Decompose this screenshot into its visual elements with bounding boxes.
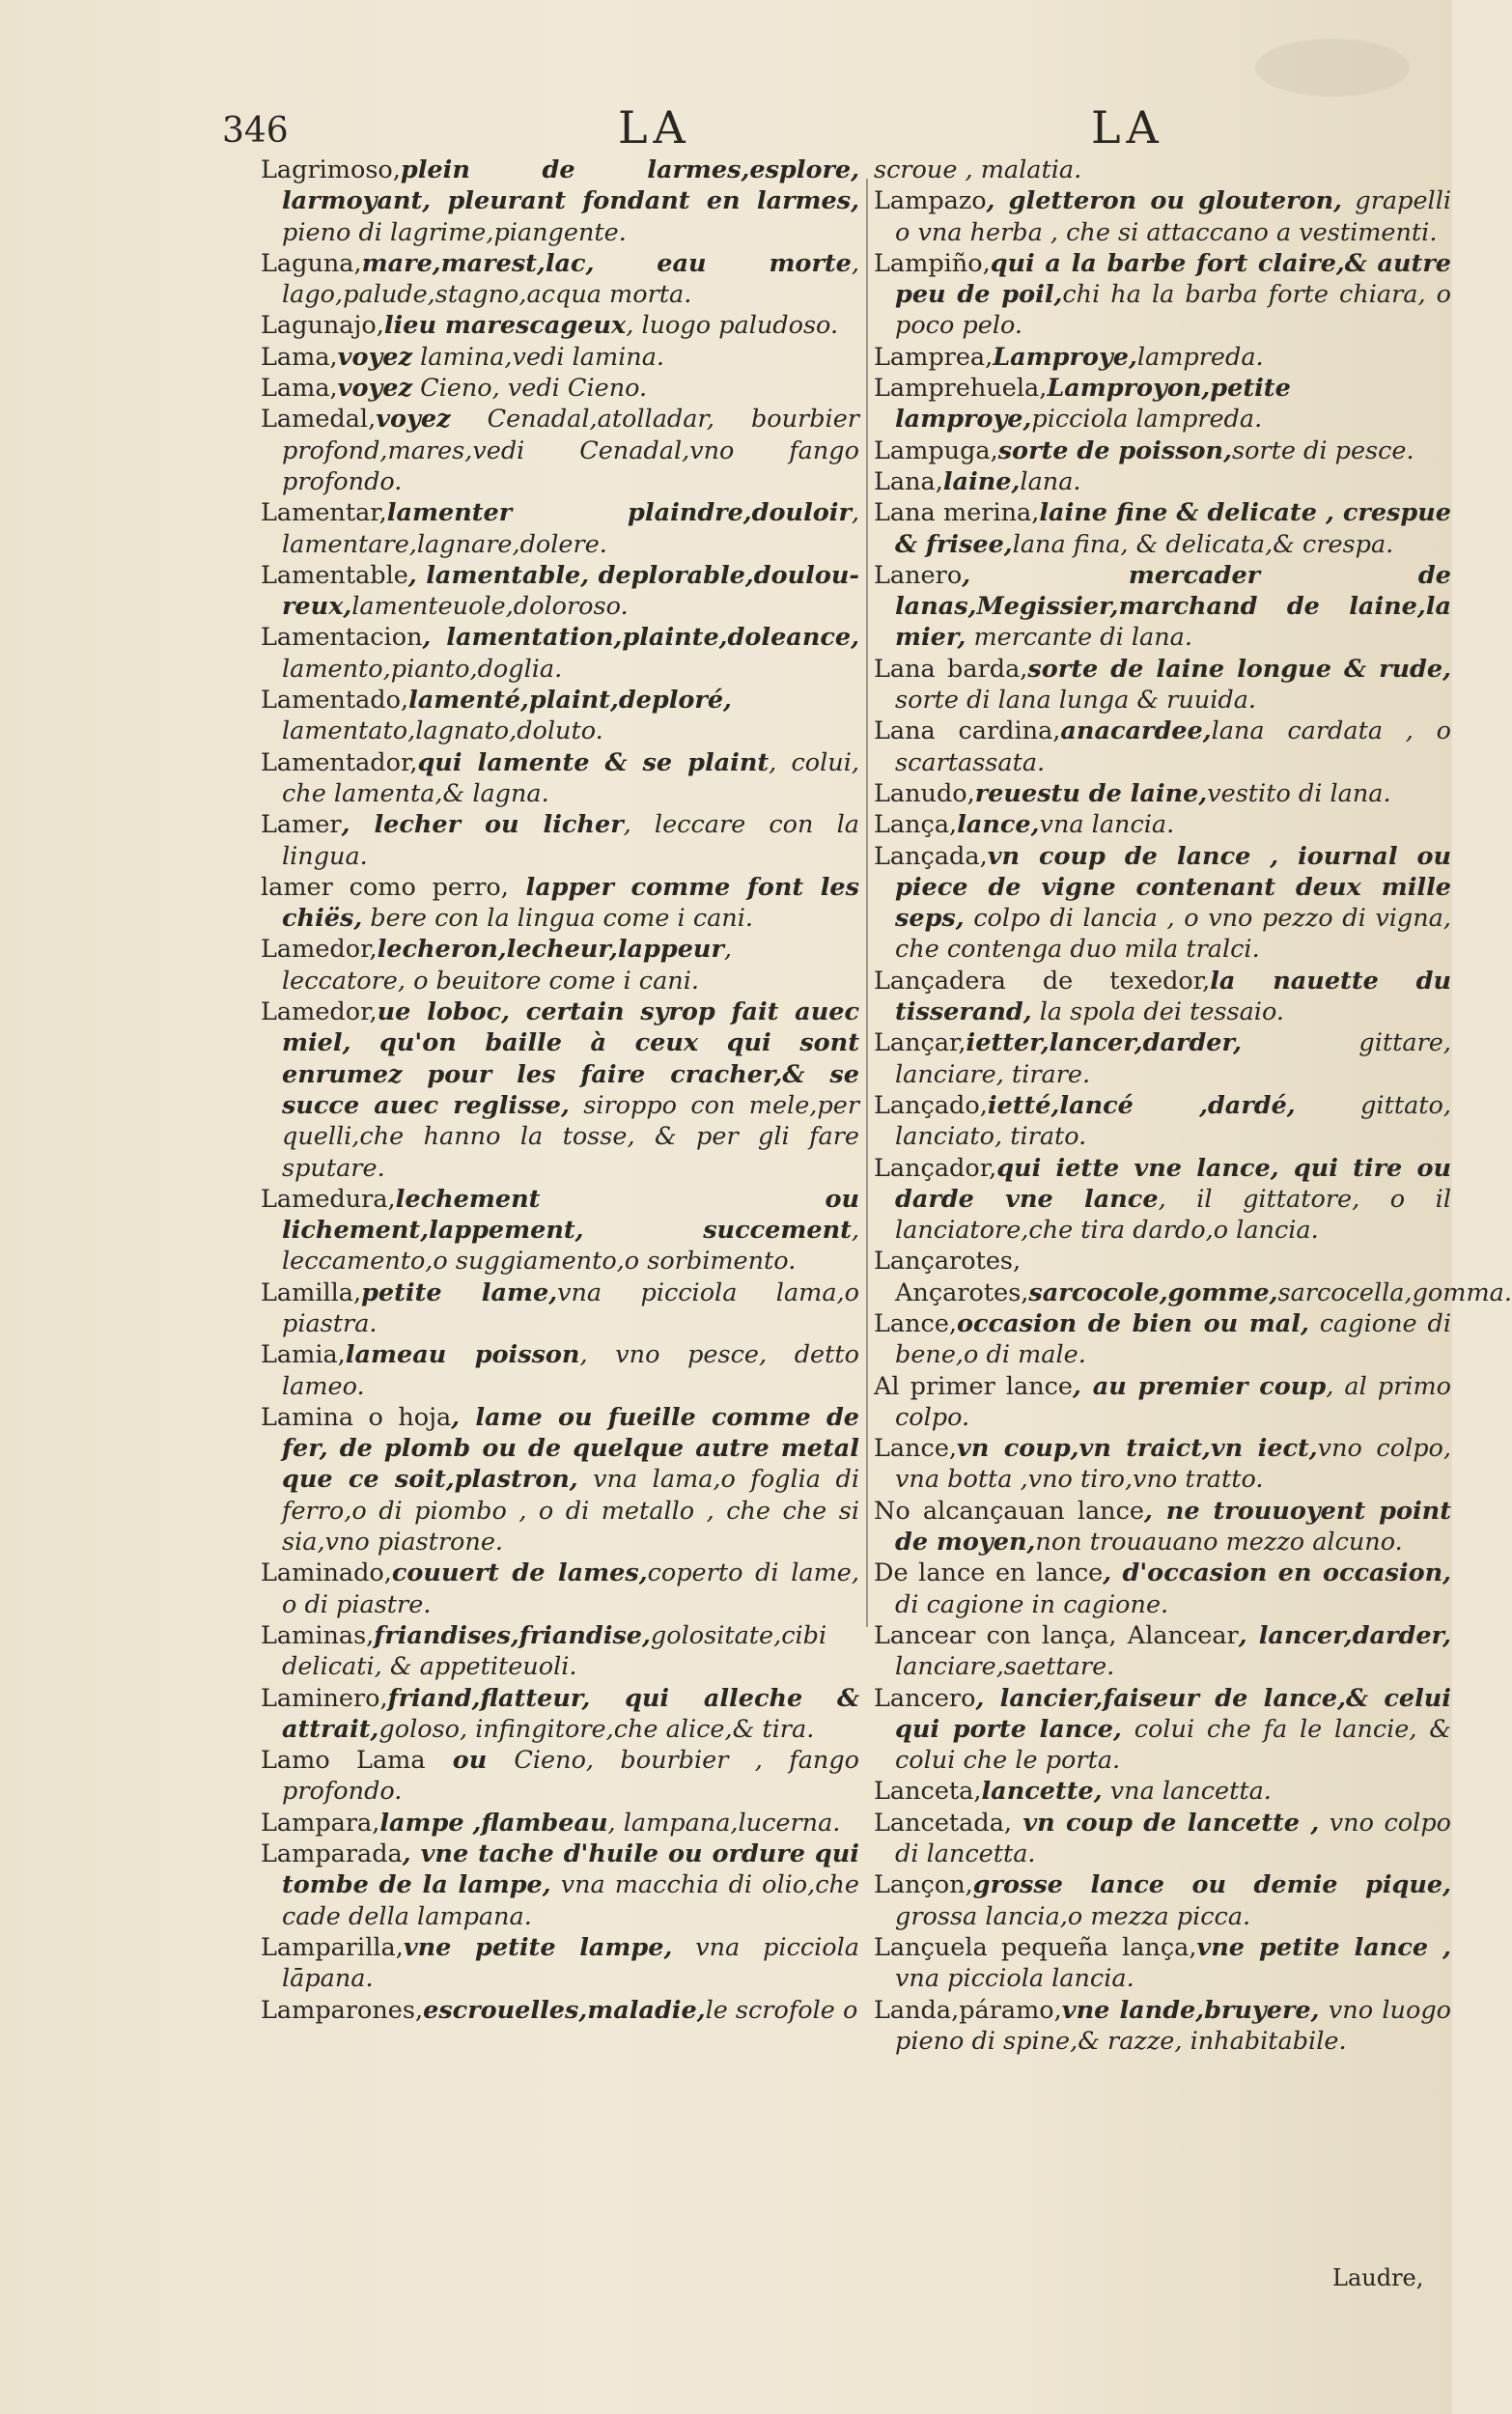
entry-headword: Laminas, bbox=[261, 1620, 375, 1650]
entry-french: escrouelles,maladie, bbox=[423, 1995, 706, 2025]
right-column bbox=[874, 154, 1512, 2057]
entry-italian: colpo di lancia , o vno pezzo di vigna, che contenga duo mila tralci. bbox=[895, 904, 1451, 965]
dictionary-entry bbox=[874, 185, 1451, 248]
entry-headword: Lançador, bbox=[874, 1153, 997, 1183]
entry-french: voyez bbox=[376, 405, 451, 435]
dictionary-entry bbox=[874, 1027, 1451, 1090]
entry-italian: goloso, infingitore,che alice,& tira. bbox=[378, 1714, 815, 1744]
entry-italian: chi ha la barba forte chiara, o poco pelo. bbox=[895, 280, 1452, 341]
entry-italian: , luogo paludoso. bbox=[626, 311, 839, 341]
entry-french: , d'occasion en occasion, bbox=[1103, 1558, 1451, 1588]
dictionary-entry bbox=[261, 1339, 859, 1402]
dictionary-entry bbox=[874, 342, 1451, 373]
dictionary-entry bbox=[874, 1869, 1451, 1932]
entry-headword: Laguna, bbox=[261, 248, 362, 278]
entry-french: ietter,lancer,darder, bbox=[966, 1028, 1242, 1058]
dictionary-entry bbox=[261, 1745, 859, 1808]
entry-headword: Lagunajo, bbox=[261, 311, 384, 341]
entry-french: sorte de poisson, bbox=[997, 435, 1232, 465]
entry-french: lancette, bbox=[981, 1777, 1103, 1807]
entry-french: vne petite lance , bbox=[1196, 1932, 1451, 1962]
entry-french: plein de larmes,esplore, larmoyant, pleurant fondant en larmes, bbox=[282, 155, 859, 216]
entry-headword: Lançar, bbox=[874, 1028, 966, 1058]
entry-french: sorte de laine longue & rude, bbox=[1027, 654, 1451, 684]
dictionary-entry bbox=[874, 778, 1451, 809]
dictionary-entry bbox=[874, 1558, 1451, 1620]
entry-italian: bere con la lingua come i cani. bbox=[362, 904, 753, 934]
entry-italian: vna lancia. bbox=[1039, 810, 1175, 840]
entry-headword: Lance, bbox=[874, 1434, 958, 1464]
entry-headword: Lamina o hoja bbox=[261, 1402, 452, 1432]
entry-italian: lana. bbox=[1020, 466, 1081, 496]
entry-italian: lana fina, & delicata,& crespa. bbox=[1012, 529, 1394, 559]
entry-french: lameau poisson bbox=[345, 1340, 580, 1370]
entry-french: , lancier,faiseur de lance,& celui qui porte lance, bbox=[895, 1683, 1451, 1744]
dictionary-entry bbox=[261, 248, 859, 311]
entry-headword: Al primer lance bbox=[874, 1371, 1073, 1401]
entry-headword: Lançado, bbox=[874, 1090, 988, 1120]
entry-french: vn coup de lance , iournal ou piece de vigne contenant deux mille seps, bbox=[895, 841, 1451, 934]
entry-french: friandises,friandise, bbox=[374, 1620, 651, 1650]
entry-italian: , leccatore, o beuitore come i cani. bbox=[282, 935, 733, 996]
entry-french: , lamentable, deplorable,doulou-reux, bbox=[282, 560, 859, 622]
dictionary-entry bbox=[874, 1153, 1451, 1247]
paper-stain bbox=[1255, 39, 1410, 97]
entry-french: lamenté,plaint,deploré, bbox=[408, 686, 732, 716]
entry-headword: Lança, bbox=[874, 810, 958, 840]
entry-italian: , colui, che lamenta,& lagna. bbox=[282, 747, 859, 808]
entry-italian: sorte di lana lunga & ruuida. bbox=[895, 686, 1257, 716]
dictionary-entry bbox=[261, 404, 859, 497]
entry-italian: , leccamento,o suggiamento,o sorbimento. bbox=[282, 1216, 859, 1277]
entry-italian: la spola dei tessaio. bbox=[1031, 997, 1284, 1027]
entry-french: qui a la barbe fort claire,& autre peu de poil, bbox=[895, 248, 1451, 310]
entry-french: , lecher ou licher bbox=[341, 810, 624, 840]
dictionary-entry bbox=[261, 934, 859, 996]
running-head-left: LA bbox=[618, 101, 691, 154]
entry-italian: , il gittatore, o il lanciatore,che tira dardo,o lancia. bbox=[895, 1184, 1451, 1246]
page-header bbox=[0, 101, 1452, 159]
entry-headword: Lancetada, bbox=[874, 1808, 1013, 1838]
entry-italian: lanciare,saettare. bbox=[895, 1652, 1115, 1682]
entry-french: mare,marest,lac, eau morte bbox=[361, 248, 852, 278]
dictionary-entry bbox=[261, 1402, 859, 1558]
entry-headword: Lancero bbox=[874, 1683, 976, 1713]
entry-headword: Landa,páramo, bbox=[874, 1995, 1062, 2025]
entry-italian: cagione di bene,o di male. bbox=[895, 1308, 1451, 1370]
entry-italian: non trouauano mezzo alcuno. bbox=[1035, 1528, 1403, 1558]
entry-french: lamenter plaindre,douloir bbox=[386, 498, 852, 528]
dictionary-entry bbox=[261, 1620, 859, 1683]
dictionary-entry bbox=[874, 1808, 1451, 1870]
entry-french: vn coup de lancette , bbox=[1012, 1808, 1320, 1838]
dictionary-entry bbox=[261, 747, 859, 810]
entry-headword: Lancear con lança, Alancear bbox=[874, 1620, 1239, 1650]
entry-french: friand,flatteur, qui alleche & attrait, bbox=[282, 1683, 859, 1744]
entry-french: lecheron,lecheur,lappeur bbox=[377, 935, 724, 965]
entry-french: , lame ou fueille comme de fer, de plomb ou de quelque autre metal que ce soit,plastron, bbox=[282, 1402, 860, 1495]
entry-french: petite lame, bbox=[361, 1277, 558, 1307]
entry-headword: Lance, bbox=[874, 1308, 958, 1338]
dictionary-entry bbox=[261, 1932, 859, 1995]
dictionary-entry bbox=[261, 1558, 859, 1620]
entry-headword: Lampiño, bbox=[874, 248, 991, 278]
entry-headword: Lamo Lama bbox=[261, 1746, 426, 1776]
entry-italian: vestito di lana. bbox=[1207, 778, 1391, 808]
entry-italian: gittare, lanciare, tirare. bbox=[895, 1028, 1451, 1089]
dictionary-entry bbox=[874, 716, 1451, 778]
dictionary-entry bbox=[261, 1808, 859, 1839]
dictionary-entry bbox=[874, 1995, 1451, 2058]
entry-italian: sarcocella,gomma. bbox=[1277, 1277, 1512, 1307]
entry-french: , lamentation,plainte,doleance, bbox=[422, 623, 859, 653]
entry-french: la nauette du tisserand, bbox=[895, 966, 1451, 1027]
entry-headword: Lançon, bbox=[874, 1870, 973, 1900]
entry-italian: Cenadal,atolladar, bourbier profond,mares,vedi Cenadal,vno fango profondo. bbox=[282, 405, 859, 496]
entry-headword: Lama, bbox=[261, 374, 338, 404]
entry-french: lance, bbox=[957, 810, 1040, 840]
entry-italian: Cieno, vedi Cieno. bbox=[412, 374, 648, 404]
entry-french: ietté,lancé ,dardé, bbox=[987, 1090, 1296, 1120]
entry-italian: , lampana,lucerna. bbox=[607, 1808, 841, 1838]
dictionary-entry bbox=[261, 1277, 859, 1340]
dictionary-entry bbox=[261, 1839, 859, 1932]
entry-french: vne lande,bruyere, bbox=[1061, 1995, 1320, 2025]
entry-italian: lana cardata , o scartassata. bbox=[895, 716, 1451, 777]
entry-french: vne petite lampe, bbox=[403, 1932, 673, 1962]
entry-italian: vna picciola lancia. bbox=[895, 1964, 1134, 1994]
entry-headword: Lamedor, bbox=[261, 997, 378, 1027]
entry-french: laine, bbox=[942, 466, 1021, 496]
entry-headword: De lance en lance bbox=[874, 1558, 1104, 1588]
entry-italian: picciola lampreda. bbox=[1031, 405, 1263, 435]
dictionary-entry bbox=[874, 1433, 1451, 1496]
entry-headword: Lanero bbox=[874, 560, 963, 590]
dictionary-entry bbox=[874, 560, 1451, 654]
dictionary-entry bbox=[261, 1184, 859, 1277]
entry-italian: colui che fa le lancie, & colui che le porta. bbox=[895, 1714, 1451, 1776]
entry-french: , au premier coup bbox=[1073, 1371, 1327, 1401]
entry-headword: Lamentador, bbox=[261, 747, 418, 777]
entry-french: lieu marescageux bbox=[383, 311, 627, 341]
entry-french: , lancer,darder, bbox=[1238, 1620, 1451, 1650]
entry-italian: lamenteuole,doloroso. bbox=[351, 592, 629, 622]
dictionary-entry bbox=[874, 435, 1451, 466]
dictionary-entry bbox=[874, 1371, 1451, 1434]
entry-headword: Lamedal, bbox=[261, 405, 377, 435]
entry-italian: lamina,vedi lamina. bbox=[412, 342, 665, 372]
running-head-right: LA bbox=[1091, 101, 1164, 154]
dictionary-entry bbox=[261, 560, 859, 623]
entry-french: vn coup,vn traict,vn iect, bbox=[957, 1434, 1318, 1464]
entry-headword: Lamparilla, bbox=[261, 1932, 404, 1962]
dictionary-entry bbox=[874, 154, 1451, 185]
dictionary-entry bbox=[261, 310, 859, 341]
entry-headword: No alcançauan lance bbox=[874, 1496, 1144, 1526]
entry-french: , gletteron ou glouteron, bbox=[986, 186, 1343, 216]
entry-headword: Lama, bbox=[261, 342, 338, 372]
entry-italian: , lamentare,lagnare,dolere. bbox=[282, 498, 859, 559]
entry-french: , vne tache d'huile ou ordure qui tombe de la lampe, bbox=[282, 1839, 859, 1900]
entry-headword: Lana cardina, bbox=[874, 716, 1061, 746]
entry-italian: di cagione in cagione. bbox=[895, 1589, 1169, 1619]
entry-italian: lamento,pianto,doglia. bbox=[282, 654, 563, 684]
entry-italian: coperto di lame, o di piastre. bbox=[282, 1558, 860, 1619]
dictionary-entry bbox=[874, 1620, 1451, 1683]
entry-french: occasion de bien ou mal, bbox=[957, 1308, 1309, 1338]
dictionary-entry bbox=[874, 466, 1451, 497]
entry-italian: scroue , malatia. bbox=[874, 155, 1082, 184]
entry-headword: Lamedor, bbox=[261, 935, 378, 965]
entry-french: qui lamente & se plaint bbox=[417, 747, 770, 777]
page-number: 346 bbox=[222, 111, 289, 151]
dictionary-entry bbox=[874, 1496, 1451, 1558]
entry-headword: Lamparones, bbox=[261, 1995, 424, 2025]
left-column bbox=[261, 154, 859, 2026]
entry-italian: grapelli o vna herba , che si attaccano a vestimenti. bbox=[895, 186, 1452, 247]
entry-headword: lamer como perro, bbox=[261, 872, 509, 902]
entry-headword: Lamilla, bbox=[261, 1277, 362, 1307]
dictionary-entry bbox=[874, 1246, 1512, 1308]
entry-french: anacardee, bbox=[1060, 716, 1212, 746]
entry-french: sarcocole,gomme, bbox=[1028, 1277, 1278, 1307]
entry-headword: Lamer bbox=[261, 810, 342, 840]
dictionary-entry bbox=[874, 1090, 1451, 1153]
entry-italian: mercante di lana. bbox=[966, 623, 1192, 653]
entry-headword: Lamentar, bbox=[261, 498, 387, 528]
entry-french: reuestu de laine, bbox=[974, 778, 1208, 808]
entry-headword: Laminado, bbox=[261, 1558, 392, 1588]
entry-french: lapper comme font les chiës, bbox=[282, 872, 859, 934]
entry-italian: lampreda. bbox=[1136, 342, 1264, 372]
entry-italian: vno luogo pieno di spine,& razze, inhabitabile. bbox=[895, 1995, 1451, 2056]
entry-french: lampe ,flambeau bbox=[379, 1808, 608, 1838]
entry-italian: vno colpo di lancetta. bbox=[895, 1808, 1451, 1869]
entry-italian: , leccare con la lingua. bbox=[282, 810, 859, 871]
entry-headword: Lamentado, bbox=[261, 686, 409, 716]
entry-headword: Lana barda, bbox=[874, 654, 1028, 684]
dictionary-entry bbox=[261, 996, 859, 1184]
dictionary-entry bbox=[261, 1995, 859, 2026]
entry-headword: Lanceta, bbox=[874, 1777, 982, 1807]
entry-italian: vna picciola lāpana. bbox=[282, 1932, 860, 1994]
entry-headword: Lamentacion bbox=[261, 623, 423, 653]
entry-headword: Lagrimoso, bbox=[261, 155, 401, 184]
dictionary-entry bbox=[261, 342, 859, 373]
entry-french: , mercader de lanas,Megissier,marchand de laine,la mier, bbox=[895, 560, 1451, 653]
dictionary-entry bbox=[874, 841, 1451, 966]
entry-italian: , vno pesce, detto lameo. bbox=[282, 1340, 859, 1401]
dictionary-entry bbox=[874, 1776, 1451, 1807]
entry-headword: Lamia, bbox=[261, 1340, 346, 1370]
dictionary-entry bbox=[261, 809, 859, 872]
entry-italian: vna lama,o foglia di ferro,o di piombo , o di metallo , che che si sia,vno piastrone. bbox=[282, 1465, 859, 1558]
entry-italian: vna macchia di olio,che cade della lampana. bbox=[282, 1870, 860, 1931]
entry-italian: golositate,cibi delicati, & appetiteuoli. bbox=[282, 1620, 827, 1682]
entry-headword: Lampuga, bbox=[874, 435, 998, 465]
dictionary-entry bbox=[261, 373, 859, 404]
entry-headword: Lamprehuela, bbox=[874, 374, 1048, 404]
entry-italian: sorte di pesce. bbox=[1231, 435, 1414, 465]
entry-headword: Lançuela pequeña lança, bbox=[874, 1932, 1197, 1962]
entry-italian: gittato, lanciato, tirato. bbox=[895, 1090, 1451, 1152]
entry-french: ue loboc, certain syrop fait auec miel, qu'on baille à ceux qui sont enrumez pour les faire cracher,& se succe auec reglisse, bbox=[282, 997, 859, 1120]
entry-french: Lamproyon,petite lamproye, bbox=[895, 374, 1291, 435]
entry-headword: Lamentable bbox=[261, 560, 408, 590]
entry-headword: Lançadera de texedor, bbox=[874, 966, 1211, 996]
dictionary-entry bbox=[261, 622, 859, 685]
dictionary-entry bbox=[261, 154, 859, 248]
column-divider bbox=[866, 179, 868, 1627]
entry-french: Lamproye, bbox=[993, 342, 1137, 372]
entry-italian: , lago,palude,stagno,acqua morta. bbox=[282, 248, 859, 310]
entry-french: grosse lance ou demie pique, bbox=[972, 1870, 1451, 1900]
entry-french: voyez bbox=[337, 342, 412, 372]
dictionary-entry bbox=[261, 872, 859, 935]
entry-headword: Lamedura, bbox=[261, 1184, 396, 1214]
entry-headword: Lamprea, bbox=[874, 342, 994, 372]
entry-headword: Lançarotes, Ançarotes, bbox=[874, 1247, 1029, 1307]
dictionary-entry bbox=[874, 497, 1451, 560]
catchword: Laudre, bbox=[1332, 2264, 1424, 2291]
entry-french: laine fine & delicate , crespue & frisee, bbox=[895, 498, 1451, 559]
entry-italian: vno colpo, vna botta ,vno tiro,vno tratto. bbox=[895, 1434, 1452, 1495]
entry-italian: le scrofole o bbox=[705, 1995, 858, 2025]
dictionary-entry bbox=[874, 1308, 1451, 1371]
dictionary-entry bbox=[874, 1932, 1451, 1995]
entry-headword: Lampazo bbox=[874, 186, 987, 216]
entry-italian: lamentato,lagnato,doluto. bbox=[282, 716, 603, 746]
entry-italian: grossa lancia,o mezza picca. bbox=[895, 1901, 1251, 1931]
dictionary-entry bbox=[874, 373, 1451, 435]
entry-french: qui iette vne lance, qui tire ou darde vne lance bbox=[895, 1153, 1451, 1214]
entry-french: couuert de lames, bbox=[391, 1558, 648, 1588]
entry-headword: Lançada, bbox=[874, 841, 988, 871]
entry-headword: Lana merina, bbox=[874, 498, 1040, 528]
dictionary-entry bbox=[261, 497, 859, 560]
entry-italian: , al primo colpo. bbox=[895, 1371, 1451, 1432]
dictionary-entry bbox=[874, 654, 1451, 716]
entry-italian: pieno di lagrime,piangente. bbox=[282, 217, 627, 247]
entry-italian: vna lancetta. bbox=[1102, 1777, 1272, 1807]
dictionary-entry bbox=[874, 1683, 1451, 1777]
entry-french: voyez bbox=[337, 374, 412, 404]
entry-italian: vna picciola lama,o piastra. bbox=[282, 1277, 859, 1338]
entry-headword: Lanudo, bbox=[874, 778, 975, 808]
entry-headword: Lana, bbox=[874, 466, 943, 496]
dictionary-entry bbox=[874, 248, 1451, 342]
dictionary-entry bbox=[261, 685, 859, 747]
entry-french: ou bbox=[425, 1746, 515, 1776]
entry-italian: siroppo con mele,per quelli,che hanno la tosse, & per gli fare sputare. bbox=[282, 1090, 860, 1183]
entry-headword: Laminero, bbox=[261, 1683, 388, 1713]
entry-french: lechement ou lichement,lappement, succement bbox=[282, 1184, 859, 1246]
entry-headword: Lampara, bbox=[261, 1808, 380, 1838]
dictionary-entry bbox=[874, 966, 1451, 1028]
entry-french: , ne trouuoyent point de moyen, bbox=[895, 1496, 1451, 1558]
entry-italian: Cieno, bourbier , fango profondo. bbox=[282, 1746, 860, 1807]
dictionary-entry bbox=[261, 1683, 859, 1746]
dictionary-entry bbox=[874, 809, 1451, 840]
entry-headword: Lamparada bbox=[261, 1839, 403, 1869]
